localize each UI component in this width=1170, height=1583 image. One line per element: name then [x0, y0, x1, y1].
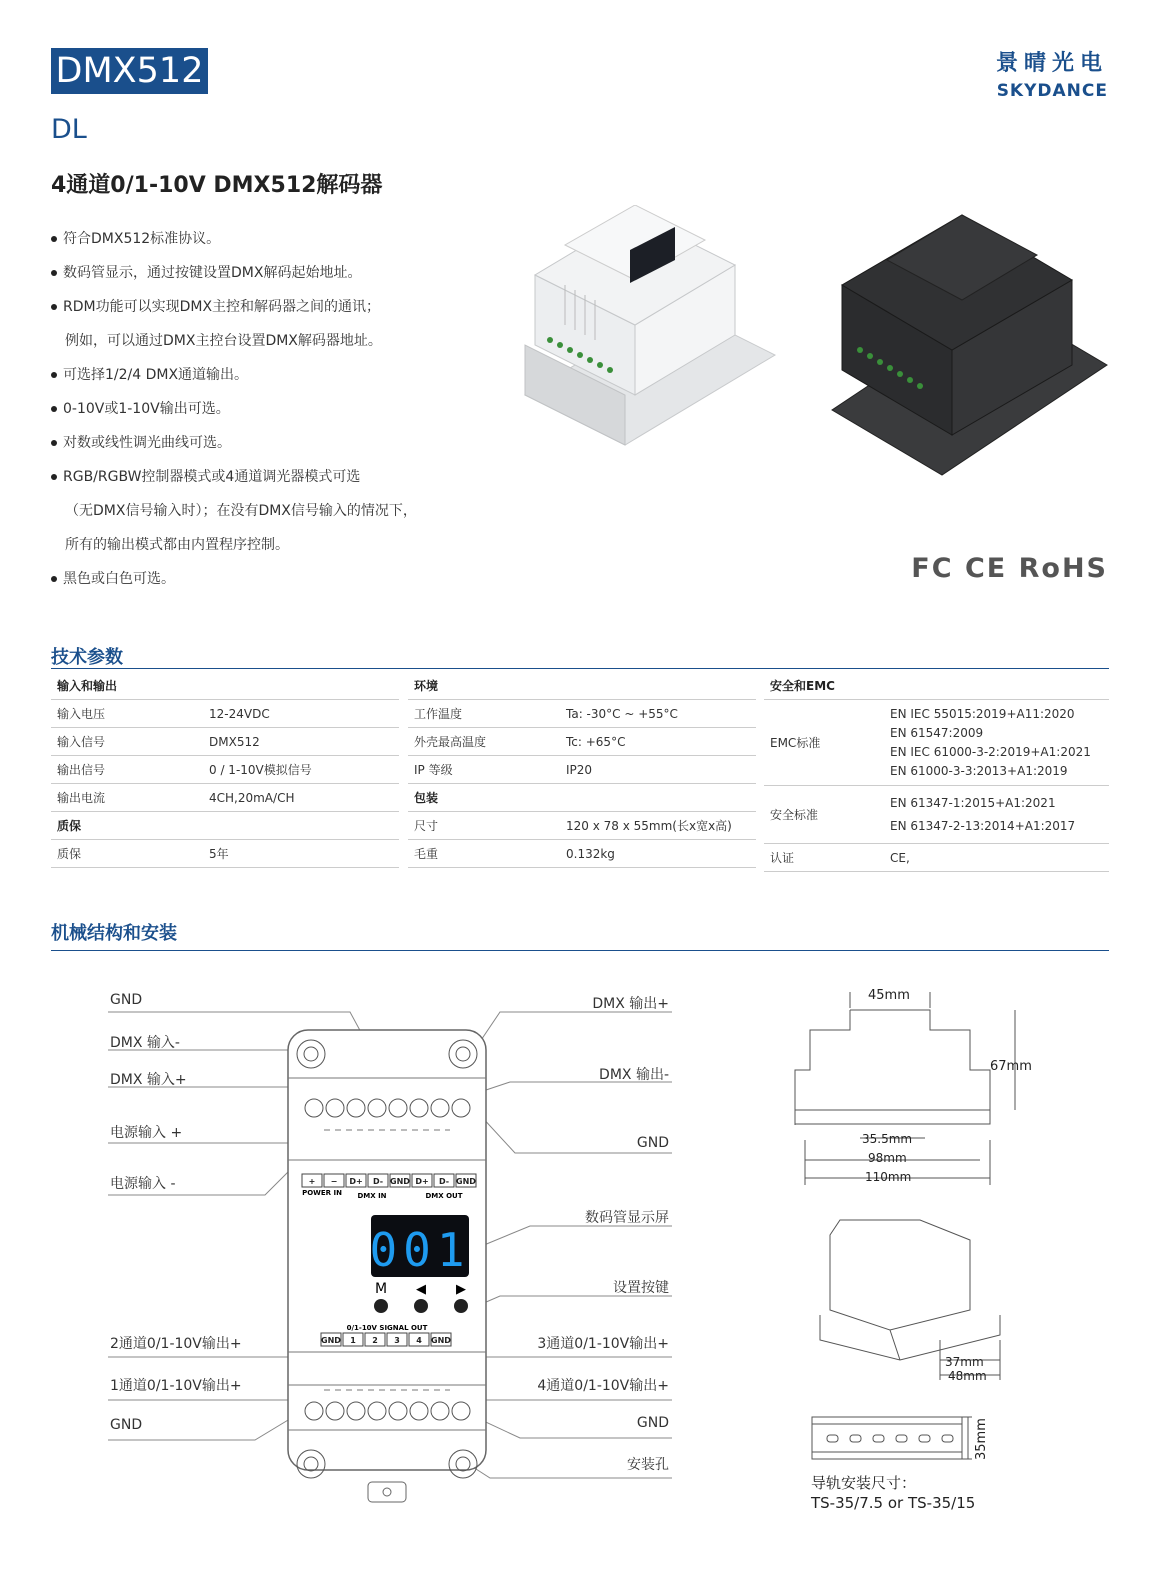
- spec-key: IP 等级: [414, 763, 453, 777]
- dim-98mm: 98mm: [868, 1151, 907, 1165]
- spec-key: 毛重: [414, 847, 439, 861]
- spec-row: [51, 728, 399, 756]
- dmx-out-caption: DMX OUT: [425, 1192, 463, 1200]
- spec-row: [764, 672, 1109, 700]
- black-product-image: [822, 205, 1112, 490]
- spec-key: 输入信号: [57, 735, 106, 749]
- spec-key: 认证: [770, 851, 795, 865]
- power-in-caption: POWER IN: [302, 1189, 342, 1197]
- bullet-icon: [51, 270, 57, 276]
- terminal-label: 1: [350, 1336, 356, 1345]
- spec-key: 输出电流: [57, 791, 106, 805]
- terminal-label: 4: [416, 1336, 422, 1345]
- label-gnd-top-right: GND: [636, 1135, 669, 1151]
- feature-text: 对数或线性调光曲线可选。: [63, 435, 231, 451]
- feature-text: 黑色或白色可选。: [63, 571, 175, 587]
- mode-button-label: M: [374, 1281, 388, 1297]
- spec-row: [408, 700, 756, 728]
- feature-item: [51, 494, 491, 528]
- spec-column-environment: [408, 672, 756, 868]
- terminal-label: GND: [390, 1177, 410, 1186]
- bullet-icon: [51, 406, 57, 412]
- emc-standard: EN 61547:2009: [890, 725, 984, 740]
- rail-spec: TS-35/7.5 or TS-35/15: [811, 1494, 976, 1512]
- spec-value: IP20: [566, 762, 593, 777]
- spec-key: 安全标准: [770, 808, 819, 822]
- dim-35mm: 35mm: [974, 1418, 989, 1460]
- spec-row: [764, 844, 1109, 872]
- feature-text: 可选择1/2/4 DMX通道输出。: [63, 367, 249, 383]
- terminal-label: 2: [372, 1336, 378, 1345]
- terminal-label: −: [330, 1177, 338, 1186]
- spec-row: [764, 786, 1109, 844]
- certification-logos: FC CE RoHS: [911, 553, 1108, 584]
- bullet-icon: [51, 304, 57, 310]
- spec-key: EMC标准: [770, 736, 821, 750]
- right-button-label: ▶: [456, 1282, 466, 1297]
- label-dmx-in-minus: DMX 输入-: [110, 1035, 180, 1051]
- bullet-icon: [51, 576, 57, 582]
- spec-row: [51, 672, 399, 700]
- spec-value: [890, 794, 1109, 836]
- spec-value: CE,: [890, 850, 910, 865]
- spec-key: 输入电压: [57, 707, 106, 721]
- spec-value: Tc: +65°C: [566, 734, 626, 749]
- terminal-label: D-: [438, 1177, 450, 1186]
- spec-column-io: [51, 672, 399, 868]
- feature-text: RDM功能可以实现DMX主控和解码器之间的通讯；: [63, 299, 381, 315]
- spec-key: 输出信号: [57, 763, 106, 777]
- dmx-in-caption: DMX IN: [357, 1192, 387, 1200]
- label-ch2-out: 2通道0/1-10V输出+: [110, 1336, 242, 1352]
- label-ch3-out: 3通道0/1-10V输出+: [537, 1336, 669, 1352]
- emc-standard: EN IEC 61000-3-2:2019+A1:2021: [890, 744, 1091, 759]
- specs-section-title: 技术参数: [51, 647, 123, 668]
- terminal-label: D+: [415, 1177, 429, 1186]
- brand-name-cn: 景晴光电: [995, 51, 1108, 76]
- mech-section-title: 机械结构和安装: [51, 923, 177, 944]
- feature-item: [51, 528, 491, 562]
- label-dmx-in-plus: DMX 输入+: [110, 1072, 187, 1088]
- spec-row: [408, 784, 756, 812]
- spec-row: [51, 840, 399, 868]
- terminal-label: D+: [349, 1177, 363, 1186]
- spec-value: DMX512: [209, 734, 260, 749]
- feature-text: 0-10V或1-10V输出可选。: [63, 401, 230, 417]
- dimension-drawings: [780, 980, 1110, 1520]
- spec-row: [51, 700, 399, 728]
- left-button-label: ◀: [416, 1282, 426, 1297]
- terminal-label: GND: [456, 1177, 476, 1186]
- wiring-diagram: [50, 990, 680, 1520]
- label-gnd-top-left: GND: [110, 992, 143, 1008]
- spec-value: [890, 705, 1109, 781]
- feature-item: [51, 290, 491, 324]
- label-gnd-bottom-left: GND: [110, 1417, 143, 1433]
- spec-key: 环境: [414, 679, 439, 693]
- spec-row: [51, 784, 399, 812]
- feature-item: [51, 256, 491, 290]
- bullet-icon: [51, 236, 57, 242]
- right-button: [454, 1299, 468, 1313]
- spec-value: 0.132kg: [566, 846, 615, 861]
- mech-divider: [51, 950, 1109, 951]
- label-power-in-minus: 电源输入 -: [110, 1176, 176, 1192]
- dim-110mm: 110mm: [865, 1170, 912, 1184]
- label-gnd-bottom-right: GND: [636, 1415, 669, 1431]
- label-display: 数码管显示屏: [585, 1210, 669, 1226]
- dim-48mm: 48mm: [948, 1369, 987, 1383]
- feature-text: 例如，可以通过DMX主控台设置DMX解码器地址。: [65, 333, 382, 349]
- feature-text: 数码管显示，通过按键设置DMX解码起始地址。: [63, 265, 362, 281]
- feature-list: [51, 222, 491, 596]
- label-ch4-out: 4通道0/1-10V输出+: [537, 1378, 669, 1394]
- feature-item: [51, 222, 491, 256]
- terminal-label: GND: [321, 1336, 341, 1345]
- feature-text: RGB/RGBW控制器模式或4通道调光器模式可选: [63, 469, 361, 485]
- feature-text: 符合DMX512标准协议。: [63, 231, 221, 247]
- spec-value: 120 x 78 x 55mm(长x宽x高): [566, 819, 732, 833]
- emc-standard: EN IEC 55015:2019+A11:2020: [890, 706, 1075, 721]
- spec-row: [408, 756, 756, 784]
- feature-text: 所有的输出模式都由内置程序控制。: [65, 537, 289, 553]
- brand-logo: [996, 46, 1108, 101]
- spec-value: 5年: [209, 847, 229, 861]
- safety-standard: EN 61347-2-13:2014+A1:2017: [890, 818, 1076, 833]
- spec-key: 工作温度: [414, 707, 463, 721]
- signal-out-caption: 0/1-10V SIGNAL OUT: [346, 1324, 428, 1332]
- feature-item: [51, 426, 491, 460]
- mode-button: [374, 1299, 388, 1313]
- feature-item: [51, 460, 491, 494]
- brand-name-en: SKYDANCE: [996, 81, 1108, 101]
- terminal-label: GND: [431, 1336, 451, 1345]
- seven-segment-display: 001: [369, 1223, 471, 1277]
- spec-column-safety: [764, 672, 1109, 872]
- bullet-icon: [51, 440, 57, 446]
- terminal-label: D-: [372, 1177, 384, 1186]
- dim-45mm: 45mm: [868, 988, 910, 1003]
- spec-row: [764, 700, 1109, 786]
- model-badge: DMX512: [51, 48, 208, 94]
- spec-key: 质保: [57, 819, 82, 833]
- dim-35-5mm: 35.5mm: [862, 1132, 913, 1146]
- terminal-label: +: [308, 1177, 316, 1186]
- spec-key: 输入和输出: [57, 679, 118, 693]
- product-title: 4通道0/1-10V DMX512解码器: [51, 173, 383, 198]
- spec-key: 外壳最高温度: [414, 735, 487, 749]
- feature-item: [51, 324, 491, 358]
- terminal-label: 3: [394, 1336, 400, 1345]
- spec-row: [51, 812, 399, 840]
- white-product-image: [505, 205, 780, 450]
- feature-text: （无DMX信号输入时）；在没有DMX信号输入的情况下，: [65, 503, 417, 519]
- rail-title: 导轨安装尺寸：: [811, 1474, 917, 1492]
- bullet-icon: [51, 372, 57, 378]
- label-mounting-hole: 安装孔: [627, 1457, 669, 1473]
- spec-row: [408, 840, 756, 868]
- label-ch1-out: 1通道0/1-10V输出+: [110, 1378, 242, 1394]
- feature-item: [51, 562, 491, 596]
- spec-row: [51, 756, 399, 784]
- spec-head: 安全和EMC: [770, 679, 835, 693]
- dim-67mm: 67mm: [990, 1059, 1032, 1074]
- left-button: [414, 1299, 428, 1313]
- safety-standard: EN 61347-1:2015+A1:2021: [890, 795, 1056, 810]
- spec-key: 包装: [414, 791, 439, 805]
- label-set-button: 设置按键: [613, 1280, 669, 1296]
- dim-37mm: 37mm: [945, 1355, 984, 1369]
- spec-row: [408, 728, 756, 756]
- spec-row: [408, 672, 756, 700]
- spec-key: 尺寸: [414, 819, 439, 833]
- spec-value: 4CH,20mA/CH: [209, 790, 295, 805]
- label-power-in-plus: 电源输入 +: [110, 1125, 183, 1141]
- spec-value: 0 / 1-10V模拟信号: [209, 763, 312, 777]
- emc-standard: EN 61000-3-3:2013+A1:2019: [890, 763, 1068, 778]
- spec-key: 质保: [57, 847, 82, 861]
- series-name: DL: [51, 114, 87, 145]
- label-dmx-out-minus: DMX 输出-: [599, 1067, 669, 1083]
- spec-value: 12-24VDC: [209, 706, 270, 721]
- bullet-icon: [51, 474, 57, 480]
- spec-row: [408, 812, 756, 840]
- specs-divider: [51, 668, 1109, 669]
- feature-item: [51, 392, 491, 426]
- spec-value: Ta: -30°C ~ +55°C: [566, 706, 678, 721]
- label-dmx-out-plus: DMX 输出+: [592, 996, 669, 1012]
- feature-item: [51, 358, 491, 392]
